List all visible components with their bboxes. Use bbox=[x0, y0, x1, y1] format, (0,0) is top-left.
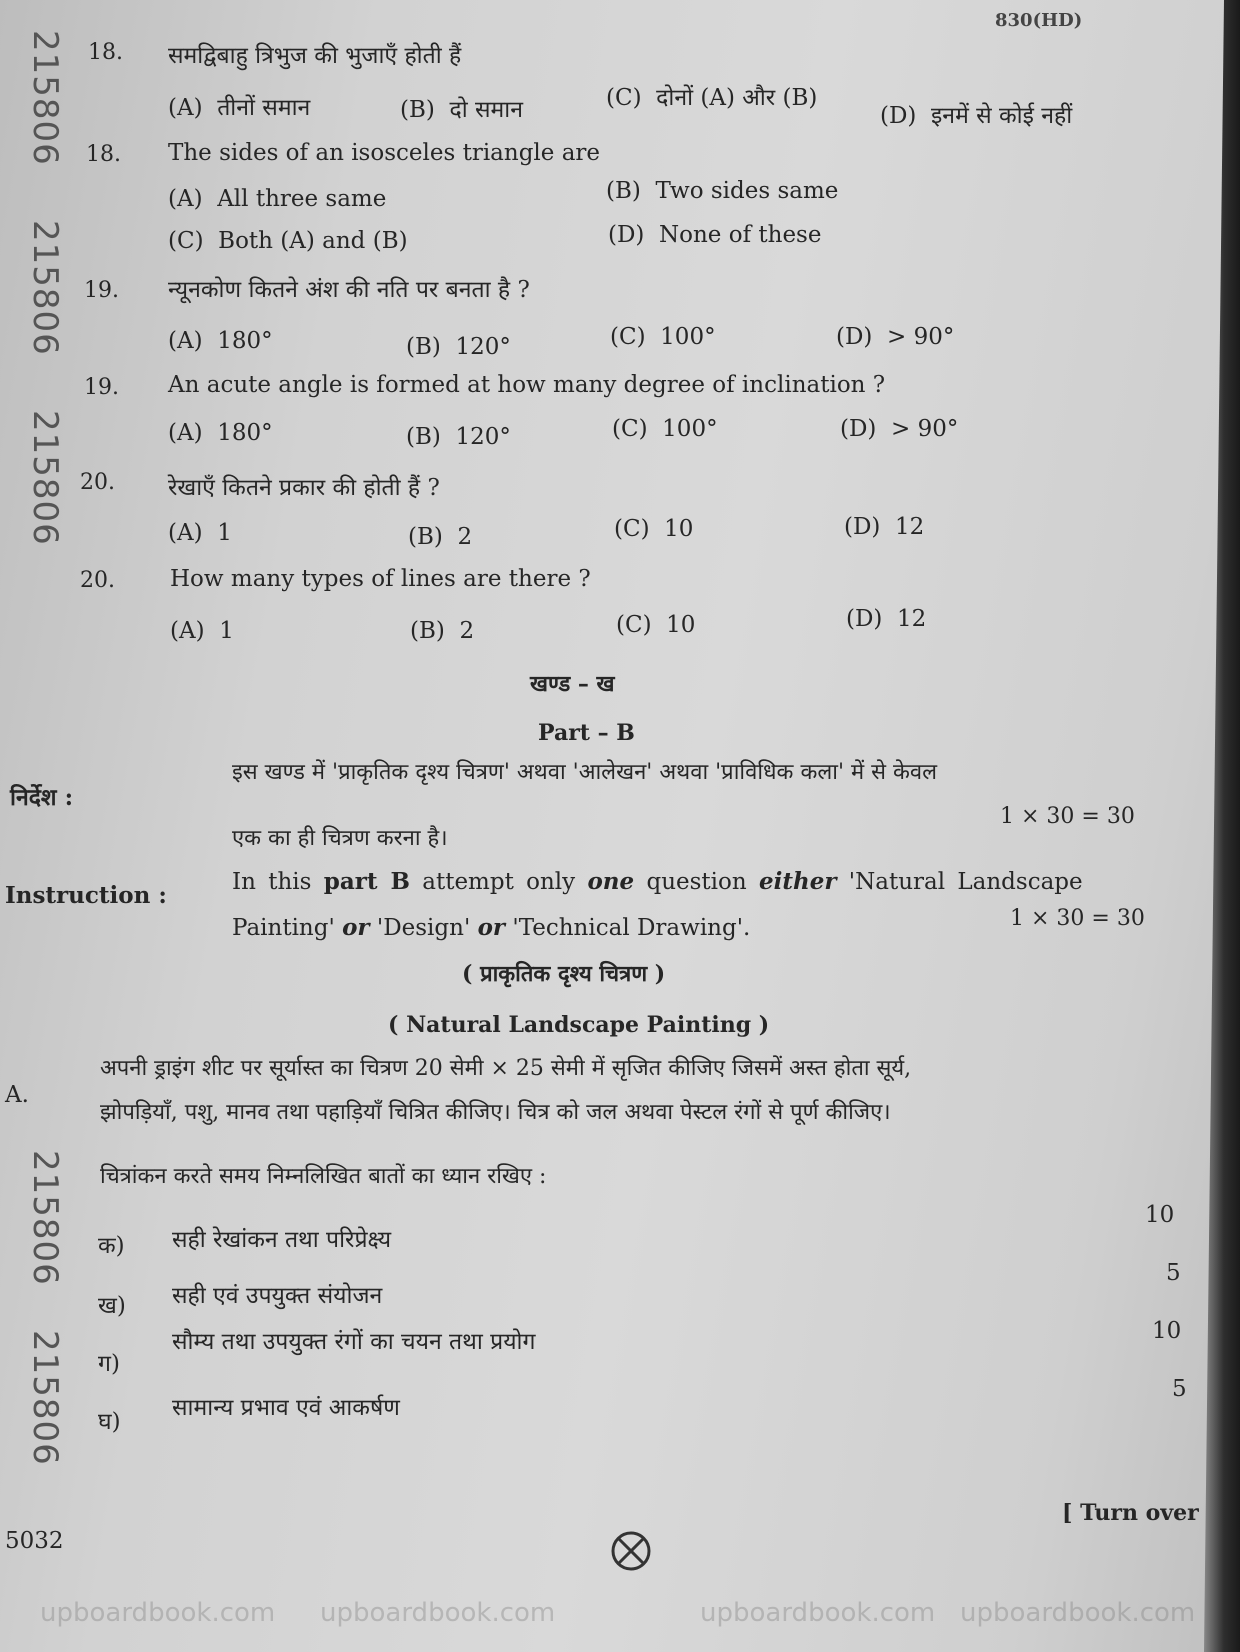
option-d bbox=[844, 514, 924, 540]
option-c bbox=[610, 324, 716, 350]
text: 'Design' bbox=[376, 915, 471, 941]
option-a bbox=[168, 328, 273, 354]
question-number: 20. bbox=[80, 568, 115, 593]
question-line: झोपड़ियाँ, पशु, मानव तथा पहाड़ियाँ चित्रित कीजिए। चित्र को जल अथवा पेस्टल रंगों से पूर्ण कीजिए। bbox=[100, 1100, 891, 1125]
option-label: (B) bbox=[406, 334, 441, 360]
stamp-number: 215806 bbox=[25, 220, 65, 356]
option-c bbox=[612, 416, 718, 442]
instruction-hindi-label: निर्देश : bbox=[10, 784, 74, 811]
option-text: दो समान bbox=[449, 97, 523, 123]
option-label: (B) bbox=[408, 524, 443, 550]
option-d bbox=[880, 98, 1072, 130]
option-text: None of these bbox=[659, 222, 822, 248]
option-text: Two sides same bbox=[655, 178, 839, 204]
question-number: 18. bbox=[88, 40, 123, 65]
option-text: All three same bbox=[217, 186, 387, 212]
text: attempt only bbox=[422, 869, 576, 895]
point-marks: 5 bbox=[1166, 1260, 1181, 1286]
question-label: A. bbox=[5, 1082, 29, 1108]
watermark: upboardbook.com bbox=[960, 1598, 1196, 1628]
option-text: 1 bbox=[219, 618, 234, 644]
option-a bbox=[168, 420, 273, 446]
option-text: दोनों (A) और (B) bbox=[656, 85, 818, 111]
option-text: 180° bbox=[217, 328, 273, 354]
option-text: इनमें से कोई नहीं bbox=[931, 103, 1073, 129]
option-label: (C) bbox=[610, 324, 646, 350]
option-text: Both (A) and (B) bbox=[218, 228, 408, 254]
turn-over: [ Turn over bbox=[1062, 1500, 1199, 1526]
paper-code: 830(HD) bbox=[995, 10, 1083, 31]
option-text: 180° bbox=[217, 420, 273, 446]
option-b bbox=[408, 524, 472, 550]
stamp-number: 215806 bbox=[25, 30, 65, 166]
text: question bbox=[646, 869, 747, 895]
point-marks: 5 bbox=[1172, 1376, 1187, 1402]
option-label: (D) bbox=[880, 103, 917, 129]
option-text: 1 bbox=[217, 520, 232, 546]
question-number: 18. bbox=[86, 142, 121, 167]
stamp-number: 215806 bbox=[25, 410, 65, 546]
option-c bbox=[168, 228, 408, 254]
question-number: 19. bbox=[84, 278, 119, 303]
point-text: सामान्य प्रभाव एवं आकर्षण bbox=[172, 1395, 400, 1421]
option-text: 120° bbox=[455, 334, 511, 360]
question-number: 19. bbox=[84, 375, 119, 400]
point-marks: 10 bbox=[1145, 1202, 1175, 1228]
option-a bbox=[168, 520, 232, 546]
option-text: 12 bbox=[895, 514, 925, 540]
option-label: (B) bbox=[410, 618, 445, 644]
option-label: (D) bbox=[840, 416, 877, 442]
instruction-english-line bbox=[232, 914, 750, 941]
point-label: ग) bbox=[98, 1351, 120, 1377]
text: Painting' bbox=[232, 915, 335, 941]
option-text: 10 bbox=[666, 612, 696, 638]
point-text: सौम्य तथा उपयुक्त रंगों का चयन तथा प्रयोग bbox=[172, 1329, 536, 1355]
watermark: upboardbook.com bbox=[700, 1598, 936, 1628]
option-label: (A) bbox=[168, 520, 203, 546]
section-title-hindi: खण्ड – ख bbox=[530, 671, 615, 697]
option-label: (C) bbox=[616, 612, 652, 638]
option-c bbox=[606, 80, 817, 112]
stamp-number: 215806 bbox=[25, 1330, 65, 1466]
option-label: (C) bbox=[168, 228, 204, 254]
option-text: > 90° bbox=[887, 324, 955, 350]
option-b bbox=[400, 92, 523, 124]
option-text: तीनों समान bbox=[217, 95, 311, 121]
text: or bbox=[477, 914, 506, 941]
point-marks: 10 bbox=[1152, 1318, 1182, 1344]
option-label: (B) bbox=[406, 424, 441, 450]
text: either bbox=[759, 868, 837, 895]
option-b bbox=[406, 424, 511, 450]
text: In this bbox=[232, 869, 312, 895]
option-label: (B) bbox=[606, 178, 641, 204]
question-line: अपनी ड्राइंग शीट पर सूर्यास्त का चित्रण 20 सेमी × 25 सेमी में सृजित कीजिए जिसमें अस्त होता सूर्य, bbox=[100, 1056, 912, 1081]
option-d bbox=[840, 416, 958, 442]
subsection-title-english: ( Natural Landscape Painting ) bbox=[388, 1012, 770, 1038]
option-label: (A) bbox=[168, 328, 203, 354]
option-d bbox=[836, 324, 954, 350]
watermark: upboardbook.com bbox=[320, 1598, 556, 1628]
option-label: (A) bbox=[168, 95, 203, 121]
option-c bbox=[614, 516, 693, 542]
text: part B bbox=[323, 868, 410, 895]
option-label: (D) bbox=[608, 222, 645, 248]
question-text: न्यूनकोण कितने अंश की नति पर बनता है ? bbox=[168, 277, 530, 303]
point-label: क) bbox=[98, 1233, 125, 1259]
point-text: सही एवं उपयुक्त संयोजन bbox=[172, 1283, 383, 1309]
instruction-english-label: Instruction : bbox=[5, 882, 167, 909]
option-text: 100° bbox=[662, 416, 718, 442]
stamp-number: 215806 bbox=[25, 1150, 65, 1286]
option-label: (D) bbox=[846, 606, 883, 632]
option-b bbox=[410, 618, 474, 644]
question-text: रेखाएँ कितने प्रकार की होती हैं ? bbox=[168, 475, 440, 501]
page-code: 5032 bbox=[5, 1528, 64, 1554]
option-d bbox=[846, 606, 926, 632]
watermark: upboardbook.com bbox=[40, 1598, 276, 1628]
text: or bbox=[342, 914, 370, 941]
question-text: How many types of lines are there ? bbox=[170, 566, 591, 592]
subsection-title-hindi: ( प्राकृतिक दृश्य चित्रण ) bbox=[462, 961, 666, 987]
option-text: > 90° bbox=[891, 416, 959, 442]
option-label: (A) bbox=[168, 186, 203, 212]
text: 'Technical Drawing'. bbox=[512, 915, 751, 941]
option-text: 12 bbox=[897, 606, 927, 632]
option-text: 2 bbox=[457, 524, 473, 550]
option-b bbox=[606, 178, 838, 204]
option-label: (A) bbox=[168, 420, 203, 446]
option-label: (D) bbox=[836, 324, 873, 350]
option-label: (C) bbox=[614, 516, 650, 542]
point-text: सही रेखांकन तथा परिप्रेक्ष्य bbox=[172, 1227, 392, 1253]
crossed-circle-icon bbox=[610, 1530, 652, 1572]
text: 'Natural Landscape bbox=[848, 869, 1083, 895]
option-label: (D) bbox=[844, 514, 881, 540]
question-text: An acute angle is formed at how many degree of inclination ? bbox=[168, 372, 886, 398]
option-c bbox=[616, 612, 695, 638]
marks: 1 × 30 = 30 bbox=[1000, 804, 1135, 829]
option-label: (C) bbox=[612, 416, 648, 442]
text: one bbox=[587, 868, 635, 895]
instruction-hindi-line: एक का ही चित्रण करना है। bbox=[232, 826, 448, 851]
question-text: The sides of an isosceles triangle are bbox=[168, 140, 601, 166]
option-label: (C) bbox=[606, 85, 642, 111]
question-number: 20. bbox=[80, 470, 115, 495]
option-text: 120° bbox=[455, 424, 511, 450]
point-label: ख) bbox=[98, 1293, 126, 1319]
section-title-english: Part – B bbox=[538, 720, 635, 746]
option-label: (B) bbox=[400, 97, 435, 123]
point-label: घ) bbox=[98, 1409, 121, 1435]
option-text: 100° bbox=[660, 324, 716, 350]
question-line: चित्रांकन करते समय निम्नलिखित बातों का ध्यान रखिए : bbox=[100, 1164, 547, 1189]
option-a bbox=[168, 186, 386, 212]
option-text: 10 bbox=[664, 516, 694, 542]
marks: 1 × 30 = 30 bbox=[1010, 906, 1145, 931]
paper-edge-shadow bbox=[1200, 0, 1240, 1652]
question-text: समद्विबाहु त्रिभुज की भुजाएँ होती हैं bbox=[168, 43, 462, 69]
option-a bbox=[170, 618, 234, 644]
option-text: 2 bbox=[459, 618, 475, 644]
option-b bbox=[406, 334, 511, 360]
option-d bbox=[608, 222, 821, 248]
instruction-english-line bbox=[232, 868, 1083, 895]
option-a bbox=[168, 90, 310, 122]
option-label: (A) bbox=[170, 618, 205, 644]
instruction-hindi-line: इस खण्ड में 'प्राकृतिक दृश्य चित्रण' अथवा 'आलेखन' अथवा 'प्राविधिक कला' में से केवल bbox=[232, 760, 938, 785]
